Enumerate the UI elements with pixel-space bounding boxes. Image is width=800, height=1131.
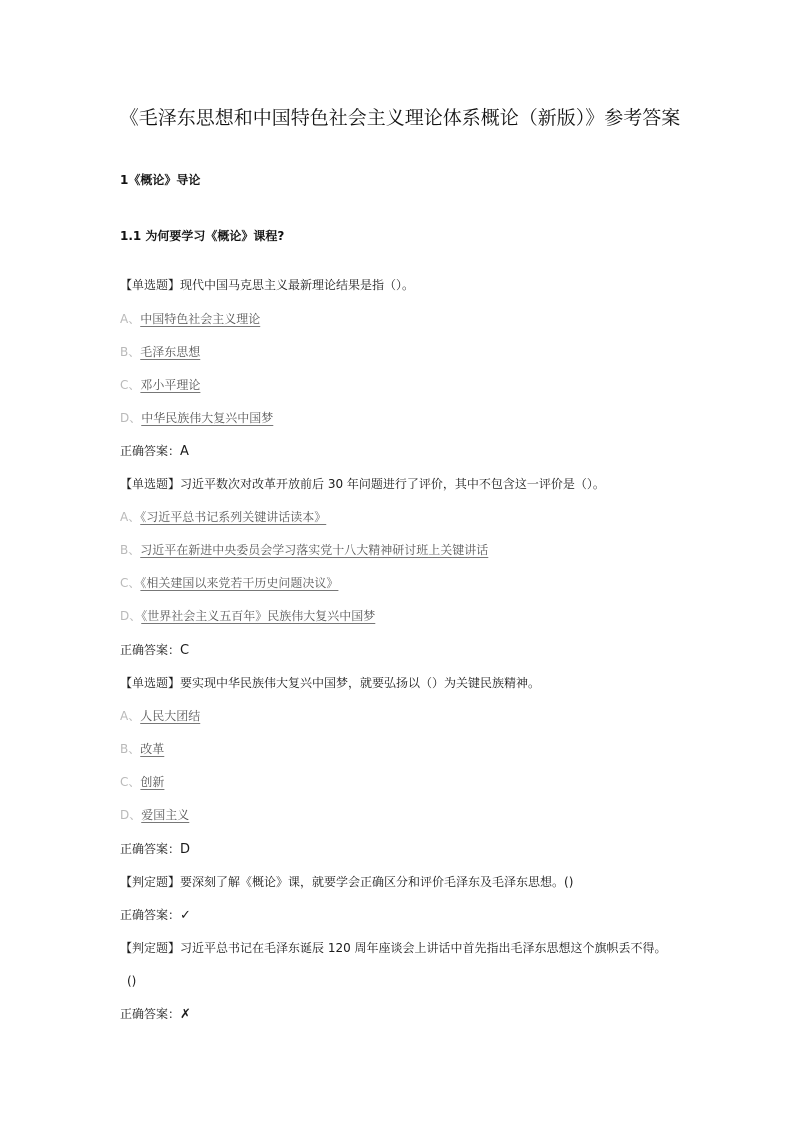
answer-label: 正确答案： (120, 842, 181, 856)
question-3-option-c[interactable] (120, 773, 164, 791)
option-letter: A、 (120, 510, 141, 524)
option-letter: A、 (120, 312, 141, 326)
option-letter: B、 (120, 742, 141, 756)
option-text[interactable]: 改革 (140, 742, 165, 756)
question-1-option-a[interactable] (120, 310, 260, 328)
question-4 (120, 873, 573, 891)
question-2-option-d[interactable] (120, 607, 375, 625)
question-1-option-c[interactable] (120, 376, 200, 394)
section-heading: 1.1 为何要学习《概论》课程? (120, 229, 285, 243)
question-4-answer (120, 906, 191, 925)
answer-label: 正确答案： (120, 444, 181, 458)
question-2-option-a[interactable] (120, 508, 326, 526)
option-text[interactable]: 邓小平理论 (140, 378, 201, 392)
question-1-answer (120, 442, 189, 461)
option-text[interactable]: 习近平在新进中央委员会学习落实党十八大精神研讨班上关键讲话 (140, 543, 489, 557)
option-letter: C、 (120, 576, 141, 590)
answer-label: 正确答案： (120, 908, 181, 922)
answer-label: 正确答案： (120, 1007, 181, 1021)
answer-value: C (180, 643, 190, 658)
question-2-option-b[interactable] (120, 541, 488, 559)
question-2 (120, 475, 605, 493)
question-stem: 习近平总书记在毛泽东诞辰 120 周年座谈会上讲话中首先指出毛泽东思想这个旗帜丢不得。 (180, 941, 667, 955)
answer-label: 正确答案： (120, 643, 181, 657)
question-type-label: 【单选题】 (120, 278, 181, 292)
option-letter: C、 (120, 775, 141, 789)
option-letter: D、 (120, 609, 142, 623)
question-1 (120, 276, 414, 294)
question-stem: 要实现中华民族伟大复兴中国梦，就要弘扬以（）为关键民族精神。 (180, 676, 541, 690)
option-text[interactable]: 中华民族伟大复兴中国梦 (141, 411, 274, 425)
chapter-heading: 1《概论》导论 (120, 173, 201, 187)
question-5 (120, 939, 667, 957)
question-1-option-d[interactable] (120, 409, 273, 427)
question-stem: 现代中国马克思主义最新理论结果是指（）。 (180, 278, 415, 292)
option-letter: D、 (120, 411, 142, 425)
question-type-label: 【单选题】 (120, 676, 181, 690)
check-mark-icon: ✓ (180, 908, 191, 923)
option-text[interactable]: 创新 (140, 775, 165, 789)
answer-value: D (180, 842, 191, 857)
question-type-label: 【单选题】 (120, 477, 181, 491)
option-text[interactable]: 人民大团结 (140, 709, 201, 723)
option-letter: C、 (120, 378, 141, 392)
question-1-option-b[interactable] (120, 343, 200, 361)
question-3-option-d[interactable] (120, 806, 189, 824)
question-stem: 习近平数次对改革开放前后 30 年问题进行了评价，其中不包含这一评价是（）。 (180, 477, 605, 491)
cross-mark-icon: ✗ (180, 1007, 191, 1022)
question-stem: 要深刻了解《概论》课，就要学会正确区分和评价毛泽东及毛泽东思想。() (180, 875, 574, 889)
question-3-answer (120, 840, 190, 859)
question-3-option-a[interactable] (120, 707, 200, 725)
option-text[interactable]: 中国特色社会主义理论 (140, 312, 261, 326)
option-letter: A、 (120, 709, 141, 723)
option-letter: B、 (120, 345, 141, 359)
option-letter: B、 (120, 543, 141, 557)
option-text[interactable]: 《相关建国以来党若干历史问题决议》 (140, 576, 339, 590)
document-title: 《毛泽东思想和中国特色社会主义理论体系概论（新版）》参考答案 (119, 107, 681, 129)
question-3 (120, 674, 540, 692)
question-type-label: 【判定题】 (120, 875, 181, 889)
question-2-option-c[interactable] (120, 574, 338, 592)
option-letter: D、 (120, 808, 142, 822)
question-type-label: 【判定题】 (120, 941, 181, 955)
question-5-stem-continued: () (127, 974, 137, 988)
option-text[interactable]: 爱国主义 (141, 808, 190, 822)
option-text[interactable]: 毛泽东思想 (140, 345, 201, 359)
option-text[interactable]: 《世界社会主义五百年》民族伟大复兴中国梦 (141, 609, 376, 623)
option-text[interactable]: 《习近平总书记系列关键讲话读本》 (140, 510, 327, 524)
answer-value: A (180, 444, 189, 459)
question-2-answer (120, 641, 189, 660)
question-5-answer (120, 1005, 191, 1024)
question-3-option-b[interactable] (120, 740, 164, 758)
